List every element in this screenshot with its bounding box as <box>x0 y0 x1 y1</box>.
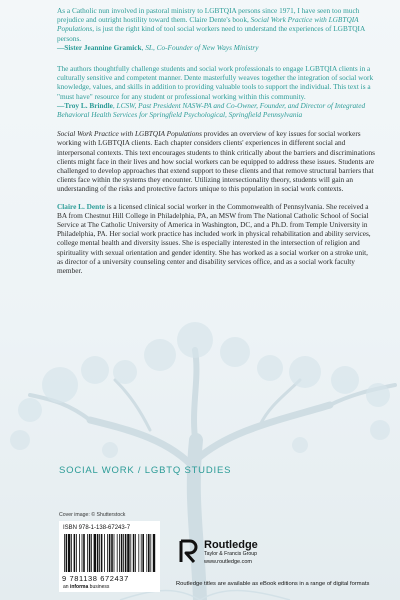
author-bio: Claire L. Dente is a licensed clinical social worker in the Commonwealth of Pennsylvania. She received a BA from Chestnut Hill College in Philadelphia, PA, an MSW from The National Catholic School of Social Service at The Catholic University of America in Washington, DC, and a Ph.D. from Temple University in Philadelphia, PA. Her social work practice has included work in physical rehabilitation and ability services, college mental health and diversity issues. She is especially interested in the intersection of religion and spirituality with sexual orientation and gender identity. She has worked as a social worker on a stroke unit, as director of a university counseling center and disability services office, and as a social work faculty member. <box>57 201 371 276</box>
barcode-bar <box>133 534 135 572</box>
barcode-digits: 9 781138 672437 <box>62 574 129 583</box>
barcode-bar <box>91 534 92 572</box>
barcode-bar <box>89 534 91 572</box>
endorsement-quote-1: As a Catholic nun involved in pastoral ministry to LGBTQIA persons since 1971, I have seen too much prejudice and outright hostility toward them. Claire Dente's book, Social Work Practice with LGBTQIA Populations, is just the right kind of tool social workers need to understand the experiences of LGBTQIA persons. <box>57 6 365 43</box>
barcode-bar <box>76 534 77 572</box>
barcode-bar <box>146 534 147 572</box>
barcode-panel <box>59 521 160 592</box>
informa-business-mark: an informa business <box>63 584 110 590</box>
publisher-block <box>204 539 258 566</box>
barcode-bar <box>64 534 65 572</box>
barcode <box>63 534 156 572</box>
barcode-bar <box>66 534 68 572</box>
barcode-bar <box>83 534 85 572</box>
barcode-bar <box>97 534 99 572</box>
barcode-bar <box>104 534 105 572</box>
barcode-bar <box>141 534 142 572</box>
barcode-bar <box>135 534 136 572</box>
barcode-bar <box>94 534 96 572</box>
barcode-bar <box>138 534 139 572</box>
text-column <box>57 6 375 275</box>
barcode-bar <box>68 534 70 572</box>
barcode-bar <box>150 534 151 572</box>
barcode-bar <box>123 534 124 572</box>
endorsement-quote-2: The authors thoughtfully challenge students and social work professionals to engage LGBTQIA clients in a culturally sensitive and competent manner. Dente masterfully weaves together the integration of social work knowledge, values, and skills in addition to providing valuable tools to support the individual. This text is a "must have" resource for any student or professional working within this community. <box>57 64 374 101</box>
barcode-bar <box>99 534 100 572</box>
barcode-bar <box>74 534 76 572</box>
barcode-bar <box>111 534 113 572</box>
publisher-group: Taylor & Francis Group <box>204 551 258 557</box>
publisher-name: Routledge <box>204 539 258 551</box>
routledge-logo-icon <box>176 538 202 564</box>
barcode-bar <box>107 534 108 572</box>
barcode-bar <box>142 534 144 572</box>
barcode-bar <box>153 534 155 572</box>
barcode-bar <box>127 534 129 572</box>
barcode-bar <box>119 534 120 572</box>
barcode-bar <box>121 534 123 572</box>
barcode-bar <box>109 534 111 572</box>
barcode-bar <box>125 534 127 572</box>
cover-credit: Cover image: © Shutterstock <box>59 512 126 518</box>
barcode-bar <box>79 534 80 572</box>
publisher-url[interactable]: www.routledge.com <box>204 559 252 565</box>
isbn-number: ISBN 978-1-138-67243-7 <box>63 525 131 531</box>
book-description: Social Work Practice with LGBTQIA Populations provides an overview of key issues for social workers working with LGBTQIA clients. Each chapter considers clients' experiences in different social and interpersonal contexts. This text encourages students to think critically about the barriers and discriminations clients might face in their lives and how social workers can be equipped to address these issues. Students are challenged to develop approaches that extend support to these clients and that remove structural barriers that clients face within the systems they encounter. Utilizing intersectionality theory, students will gain an understanding of the risks and protective factors unique to this population in social work contexts. <box>57 129 376 194</box>
barcode-bar <box>101 534 103 572</box>
ebook-note: Routledge titles are available as eBook editions in a range of digital formats <box>176 581 370 587</box>
barcode-bar <box>114 534 115 572</box>
endorsement-attribution-2: —Troy L. Brindle, LCSW, Past President NASW-PA and Co-Owner, Founder, and Director of Integrated Behavioral Health Services for Springfield Psychological, Springfield Pennsylvania <box>57 100 366 120</box>
barcode-bar <box>71 534 72 572</box>
subject-category: SOCIAL WORK / LGBTQ STUDIES <box>59 465 232 476</box>
barcode-bar <box>87 534 88 572</box>
barcode-bar <box>148 534 150 572</box>
barcode-bar <box>130 534 131 572</box>
barcode-bar <box>82 534 83 572</box>
endorsement-attribution-1: —Sister Jeannine Gramick, SL, Co-Founder of New Ways Ministry <box>57 42 259 52</box>
barcode-bar <box>117 534 118 572</box>
